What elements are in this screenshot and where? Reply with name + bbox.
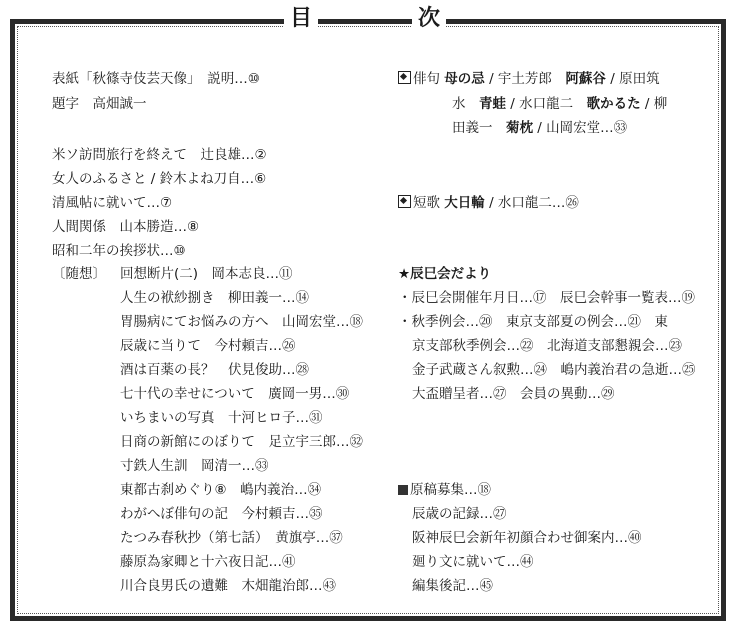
haiku-author: / 水口龍二 <box>506 96 587 112</box>
toc-item: 女人のふるさと / 鈴木よね刀自…⑥ <box>52 171 267 187</box>
haiku-author: / 柳 <box>640 96 668 112</box>
toc-item: 清風帖に就いて…⑦ <box>52 195 173 211</box>
essay-item: 回想断片(二) 岡本志良…⑪ <box>120 266 293 282</box>
haiku-title: 阿蘇谷 <box>565 71 606 87</box>
diamond-marker-icon <box>398 195 411 208</box>
news-item: 京支部秋季例会…㉒ 北海道支部懇親会…㉓ <box>412 338 682 354</box>
misc-item: 阪神辰巳会新年初顔合わせ御案内…㊵ <box>412 530 642 546</box>
misc-item: 辰歳の記録…㉗ <box>412 506 507 522</box>
haiku-author: / 山岡宏堂…㉝ <box>533 120 628 136</box>
news-item: 大盃贈呈者…㉗ 会員の異動…㉙ <box>412 386 615 402</box>
essay-item: 川合良男氏の遺難 木畑龍治郎…㊸ <box>120 578 336 594</box>
essay-item: 胃腸病にてお悩みの方へ 山岡宏堂…⑱ <box>120 314 363 330</box>
essay-item: 辰歳に当りて 今村頼吉…㉖ <box>120 338 296 354</box>
essay-item: 人生の袱紗捌き 柳田義一…⑭ <box>120 290 309 306</box>
essay-section-label: 〔随想〕 <box>52 266 106 282</box>
haiku-title: 歌かるた <box>586 96 641 112</box>
misc-section-header <box>398 481 491 499</box>
haiku-title: 菊枕 <box>506 120 533 136</box>
essay-item: 寸鉄人生訓 岡清一…㉝ <box>120 458 269 474</box>
title-char-2: 次 <box>412 6 446 32</box>
haiku-label: 俳句 <box>413 71 440 87</box>
toc-item-cover: 表紙「秋篠寺伎芸天像」 説明…⑩ <box>52 71 260 87</box>
essay-item: わがへぼ俳句の記 今村頼吉…㉟ <box>120 506 323 522</box>
essay-item: 七十代の幸せについて 廣岡一男…㉚ <box>120 386 350 402</box>
toc-item-calligraphy: 題字 高畑誠一 <box>52 96 147 112</box>
haiku-line-3 <box>452 119 627 137</box>
tanka-label: 短歌 <box>413 195 440 211</box>
toc-item: 人間関係 山本勝造…⑧ <box>52 219 200 235</box>
tanka-author: / 水口龍二…㉖ <box>484 195 579 211</box>
tanka-title: 大日輪 <box>444 195 485 211</box>
tanka-line <box>398 194 579 212</box>
haiku-author: / 原田筑 <box>605 71 660 87</box>
essay-item: 酒は百薬の長？ 伏見俊助…㉘ <box>120 362 309 378</box>
essay-item: たつみ春秋抄（第七話） 黄旗亭…㊲ <box>120 530 343 546</box>
haiku-author: 水 <box>452 96 479 112</box>
misc-item: 廻り文に就いて…㊹ <box>412 554 534 570</box>
haiku-title: 母の忌 <box>444 71 485 87</box>
misc-item: 編集後記…㊺ <box>412 578 493 594</box>
essay-item: 藤原為家卿と十六夜日記…㊶ <box>120 554 296 570</box>
news-section-header: ★辰巳会だより <box>398 266 492 282</box>
haiku-line-2 <box>452 95 667 113</box>
diamond-marker-icon <box>398 71 411 84</box>
square-marker-icon <box>398 485 408 495</box>
title-char-1: 目 <box>284 6 318 32</box>
essay-item: 東都古刹めぐり⑧ 嶋内義治…㉞ <box>120 482 322 498</box>
news-item: 金子武蔵さん叙勲…㉔ 嶋内義治君の急逝…㉕ <box>412 362 696 378</box>
toc-item: 昭和二年の挨拶状…⑩ <box>52 243 186 259</box>
haiku-author: 田義一 <box>452 120 506 136</box>
manuscript-call: 原稿募集…⑱ <box>410 482 491 498</box>
news-item: ・秋季例会…⑳ 東京支部夏の例会…㉑ 東 <box>398 314 668 330</box>
news-item: ・辰巳会開催年月日…⑰ 辰巳会幹事一覧表…⑲ <box>398 290 695 306</box>
toc-item: 米ソ訪問旅行を終えて 辻良雄…② <box>52 147 267 163</box>
essay-item: 日商の新館にのぼりて 足立宇三郎…㉜ <box>120 434 363 450</box>
essay-item: いちまいの写真 十河ヒロ子…㉛ <box>120 410 323 426</box>
haiku-title: 青蛙 <box>479 96 506 112</box>
haiku-author: / 宇土芳郎 <box>484 71 566 87</box>
haiku-line-1 <box>398 70 660 88</box>
